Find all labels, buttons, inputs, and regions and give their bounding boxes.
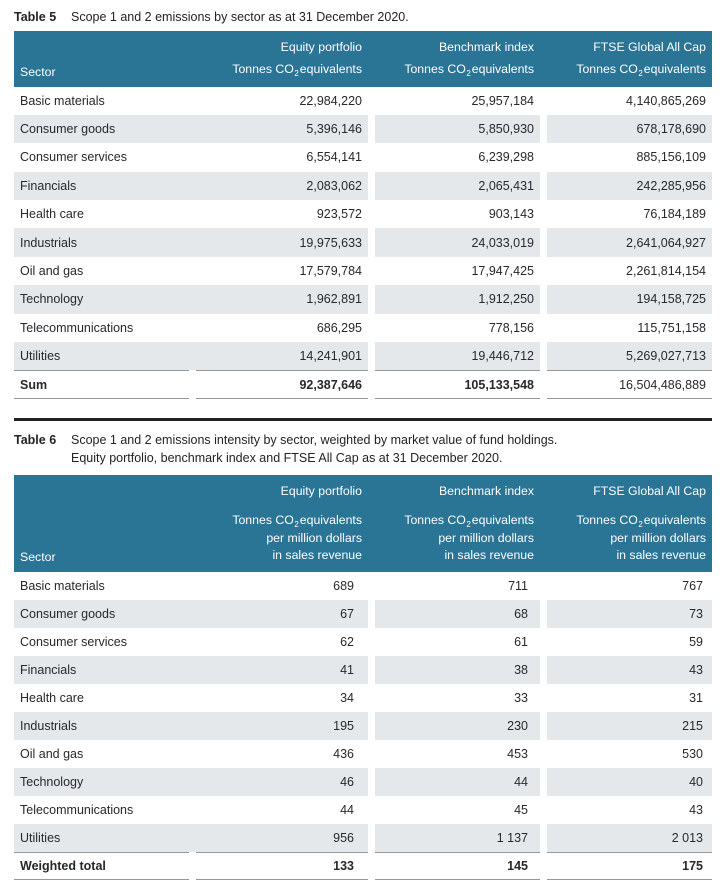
value-cell-ftse: 43 [689, 803, 703, 818]
value-cell-equity: 19,975,633 [299, 235, 362, 250]
value-cell-ftse: 115,751,158 [637, 320, 706, 335]
sector-cell: Technology [20, 775, 84, 790]
co2-subscript: 2 [466, 520, 471, 530]
table6-caption-line2: Equity portfolio, benchmark index and FTSE All Cap as at 31 December 2020. [71, 450, 503, 465]
unit-prefix: Tonnes CO [404, 513, 466, 528]
table-row [14, 314, 712, 342]
table-row [14, 656, 712, 684]
value-cell-ftse: 59 [689, 635, 703, 650]
table-row [14, 200, 712, 228]
value-cell-equity: 41 [340, 663, 354, 678]
unit-suffix: equivalents [471, 513, 534, 528]
value-cell-equity: 689 [333, 579, 354, 594]
table6-header-col-equity [14, 475, 368, 572]
unit-suffix: equivalents [643, 61, 706, 76]
sector-cell: Health care [20, 207, 84, 222]
sector-cell: Industrials [20, 235, 77, 250]
column-unit-equity [232, 61, 362, 79]
unit-line2: per million dollars [266, 531, 362, 546]
unit-line3: in sales revenue [444, 548, 534, 563]
sector-cell: Oil and gas [20, 747, 84, 762]
table5-header [14, 31, 712, 87]
value-cell-equity: 436 [333, 747, 354, 762]
value-cell-equity: 17,579,784 [299, 264, 362, 279]
table-row [14, 285, 712, 313]
unit-suffix: equivalents [299, 61, 362, 76]
value-cell-ftse: 76,184,189 [643, 207, 706, 222]
value-cell-benchmark: 38 [514, 663, 528, 678]
unit-line3: in sales revenue [616, 548, 706, 563]
table6-header [14, 475, 712, 572]
table-row [14, 768, 712, 796]
sector-cell: Technology [20, 292, 84, 307]
value-cell-ftse: 2,261,814,154 [626, 264, 706, 279]
table-row [14, 824, 712, 852]
column-header-benchmark-index: Benchmark index [438, 484, 534, 499]
value-cell-ftse: 242,285,956 [636, 178, 706, 193]
total-label-cell: Weighted total [14, 852, 189, 880]
value-cell-benchmark: 61 [514, 635, 528, 650]
table5-header-col-benchmark [368, 31, 540, 87]
unit-suffix: equivalents [471, 61, 534, 76]
sector-cell: Oil and gas [20, 264, 84, 279]
value-cell-benchmark: 25,957,184 [471, 93, 534, 108]
table-row [14, 712, 712, 740]
co2-subscript: 2 [294, 68, 299, 78]
sector-cell: Health care [20, 691, 84, 706]
table-row [14, 87, 712, 115]
unit-suffix: equivalents [299, 513, 362, 528]
column-header-benchmark-index: Benchmark index [438, 39, 534, 54]
section-divider [14, 418, 712, 421]
table5-caption-text: Scope 1 and 2 emissions by sector as at 31 December 2020. [71, 10, 409, 24]
column-unit-ftse [576, 512, 706, 564]
sector-cell: Telecommunications [20, 803, 134, 818]
value-cell-ftse: 4,140,865,269 [626, 93, 706, 108]
value-cell-benchmark: 903,143 [488, 207, 534, 222]
unit-line2: per million dollars [438, 531, 534, 546]
table6-total-row [14, 852, 712, 880]
value-cell-benchmark: 45 [514, 803, 528, 818]
sector-cell: Telecommunications [20, 320, 134, 335]
table5-body [14, 87, 712, 371]
table-row [14, 740, 712, 768]
value-cell-benchmark: 711 [508, 579, 528, 594]
value-cell-benchmark: 17,947,425 [471, 264, 534, 279]
table6-header-col-benchmark [368, 475, 540, 572]
value-cell-benchmark: 778,156 [488, 320, 534, 335]
column-header-equity-portfolio: Equity portfolio [280, 484, 362, 499]
table-row [14, 257, 712, 285]
sector-cell: Consumer goods [20, 607, 116, 622]
value-cell-ftse: 194,158,725 [636, 292, 706, 307]
value-cell-equity: 22,984,220 [299, 93, 362, 108]
sector-cell: Basic materials [20, 579, 105, 594]
table-row [14, 172, 712, 200]
table-row [14, 143, 712, 171]
value-cell-equity: 67 [340, 607, 354, 622]
sector-cell: Consumer services [20, 635, 127, 650]
value-cell-equity: 34 [340, 691, 354, 706]
unit-line1 [576, 512, 706, 530]
value-cell-equity: 923,572 [316, 207, 362, 222]
value-cell-equity: 46 [340, 775, 354, 790]
value-cell-benchmark: 6,239,298 [478, 150, 534, 165]
value-cell-benchmark: 453 [507, 747, 528, 762]
table-row [14, 228, 712, 256]
table6-section [14, 432, 712, 880]
column-header-sector: Sector [20, 550, 56, 565]
value-cell-benchmark: 1,912,250 [478, 292, 534, 307]
table-row [14, 572, 712, 600]
value-cell-equity: 44 [340, 803, 354, 818]
value-cell-ftse: 767 [682, 579, 703, 594]
table6-caption-label: Table 6 [14, 433, 57, 448]
value-cell-ftse: 530 [682, 747, 703, 762]
sector-cell: Consumer services [20, 150, 127, 165]
total-label-cell: Sum [14, 370, 189, 399]
value-cell-ftse: 31 [689, 691, 703, 706]
value-cell-benchmark: 44 [514, 775, 528, 790]
table-row [14, 115, 712, 143]
unit-line2: per million dollars [610, 531, 706, 546]
unit-line3: in sales revenue [272, 548, 362, 563]
column-header-ftse-global-all-cap: FTSE Global All Cap [593, 484, 706, 499]
value-cell-ftse: 2,641,064,927 [626, 235, 706, 250]
unit-prefix: Tonnes CO [576, 61, 638, 76]
sector-cell: Utilities [20, 831, 61, 846]
value-cell-benchmark: 1 137 [496, 831, 528, 846]
sector-cell: Financials [20, 663, 77, 678]
table-row [14, 342, 712, 370]
value-cell-equity: 2,083,062 [306, 178, 362, 193]
value-cell-ftse: 40 [689, 775, 703, 790]
table5-caption [14, 9, 712, 27]
sector-cell: Consumer goods [20, 122, 116, 137]
unit-prefix: Tonnes CO [232, 513, 294, 528]
value-cell-equity: 5,396,146 [306, 122, 362, 137]
report-page [0, 9, 726, 880]
value-cell-equity: 686,295 [316, 320, 362, 335]
value-cell-benchmark: 5,850,930 [478, 122, 534, 137]
column-header-ftse-global-all-cap: FTSE Global All Cap [593, 39, 706, 54]
table6-caption-line1: Scope 1 and 2 emissions intensity by sector, weighted by market value of fund holdings. [71, 433, 558, 448]
sector-cell: Utilities [20, 349, 61, 364]
table-row [14, 628, 712, 656]
sector-cell: Basic materials [20, 93, 105, 108]
total-value-cell-equity: 133 [196, 852, 368, 880]
value-cell-equity: 14,241,901 [299, 349, 362, 364]
table-row [14, 600, 712, 628]
value-cell-equity: 195 [333, 719, 354, 734]
value-cell-ftse: 885,156,109 [636, 150, 706, 165]
value-cell-benchmark: 24,033,019 [471, 235, 534, 250]
value-cell-benchmark: 19,446,712 [471, 349, 534, 364]
table5-header-col-equity [14, 31, 368, 87]
value-cell-ftse: 43 [689, 663, 703, 678]
column-unit-equity [232, 512, 362, 564]
value-cell-equity: 6,554,141 [306, 150, 362, 165]
total-value-cell-benchmark: 105,133,548 [375, 370, 540, 399]
unit-prefix: Tonnes CO [404, 61, 466, 76]
total-value-cell-benchmark: 145 [375, 852, 540, 880]
table5-total-row [14, 370, 712, 399]
value-cell-ftse: 678,178,690 [636, 122, 706, 137]
table5-header-col-ftse [540, 31, 712, 87]
sector-cell: Industrials [20, 719, 77, 734]
table6-header-col-ftse [540, 475, 712, 572]
unit-line1 [232, 512, 362, 530]
column-unit-benchmark [404, 61, 534, 79]
co2-subscript: 2 [294, 520, 299, 530]
value-cell-ftse: 73 [689, 607, 703, 622]
table6-caption [14, 432, 712, 467]
unit-suffix: equivalents [643, 513, 706, 528]
unit-line1 [404, 512, 534, 530]
table6-caption-text [71, 432, 712, 467]
total-value-cell-ftse: 16,504,486,889 [547, 370, 712, 399]
value-cell-ftse: 5,269,027,713 [626, 349, 706, 364]
column-unit-benchmark [404, 512, 534, 564]
table5-section [14, 9, 712, 399]
table6-body [14, 572, 712, 852]
table-row [14, 684, 712, 712]
value-cell-ftse: 215 [682, 719, 703, 734]
co2-subscript: 2 [638, 68, 643, 78]
value-cell-benchmark: 33 [514, 691, 528, 706]
table-row [14, 796, 712, 824]
value-cell-benchmark: 68 [514, 607, 528, 622]
value-cell-equity: 956 [333, 831, 354, 846]
co2-subscript: 2 [466, 68, 471, 78]
unit-prefix: Tonnes CO [576, 513, 638, 528]
column-unit-ftse [576, 61, 706, 79]
co2-subscript: 2 [638, 520, 643, 530]
total-value-cell-equity: 92,387,646 [196, 370, 368, 399]
value-cell-equity: 1,962,891 [306, 292, 362, 307]
column-header-sector: Sector [20, 64, 56, 79]
table5-caption-label: Table 5 [14, 10, 57, 24]
value-cell-ftse: 2 013 [671, 831, 703, 846]
sector-cell: Financials [20, 178, 77, 193]
total-value-cell-ftse: 175 [547, 852, 712, 880]
unit-prefix: Tonnes CO [232, 61, 294, 76]
value-cell-benchmark: 230 [507, 719, 528, 734]
column-header-equity-portfolio: Equity portfolio [280, 39, 362, 54]
value-cell-equity: 62 [340, 635, 354, 650]
value-cell-benchmark: 2,065,431 [478, 178, 534, 193]
